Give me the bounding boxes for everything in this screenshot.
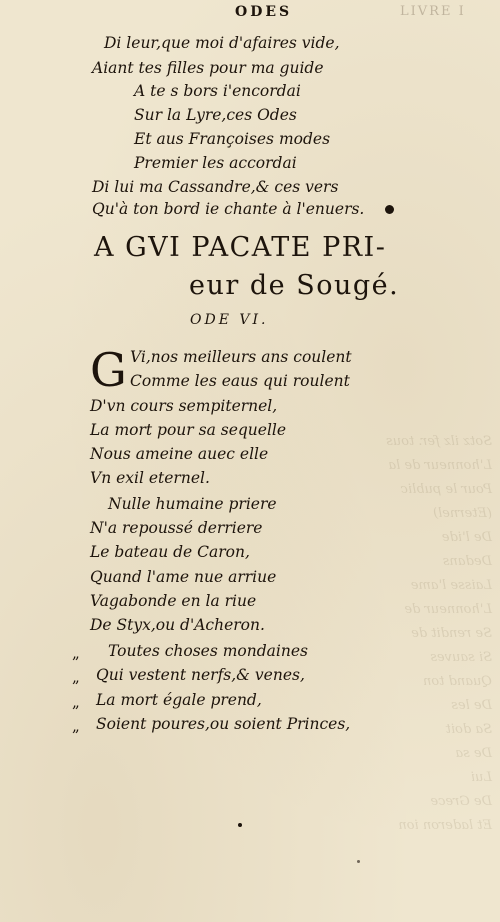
show-through-line: Laisse l'ame (410, 578, 492, 593)
verse-line: Di leur,que moi d'afaires vide, (104, 34, 340, 52)
show-through-line: L'honneur de (404, 602, 492, 617)
show-through-line: Dedans (442, 554, 492, 569)
verse-line: Nulle humaine priere (108, 495, 277, 513)
verse-line: Quand l'ame nue arriue (90, 568, 277, 586)
page-speck (357, 860, 360, 863)
verse-line: A te s bors i'encordai (134, 82, 301, 100)
verse-line: Nous ameine auec elle (90, 445, 269, 463)
show-through-line: Se rendit de (411, 626, 492, 641)
show-through-line: De Grece (430, 794, 492, 809)
show-through-line: Si sauves (430, 650, 492, 665)
ink-blot (385, 205, 394, 214)
show-through-line: De l'ide (441, 530, 492, 545)
quotation-mark: „ (72, 717, 80, 735)
show-through-line: De sa (455, 746, 492, 761)
show-through-line: De les (451, 698, 492, 713)
poem-heading-line1: A GVI PACATE PRI- (94, 232, 387, 263)
verse-line: La mort pour sa sequelle (90, 421, 287, 439)
drop-capital: G (90, 343, 127, 397)
verse-line: Soient poures,ou soient Princes, (96, 715, 351, 733)
running-title: ODES (235, 4, 293, 20)
poem-heading-line2: eur de Sougé. (189, 270, 400, 301)
show-through-line: Et laderon ion (398, 818, 492, 833)
verse-line: La mort égale prend, (96, 691, 262, 709)
verse-line: N'a repoussé derriere (90, 519, 263, 537)
verse-line: Qui vestent nerfs,& venes, (96, 666, 305, 684)
verse-line: Qu'à ton bord ie chante à l'enuers. (92, 200, 365, 218)
show-through-line: (Eternel) (433, 506, 492, 521)
verse-line: Toutes choses mondaines (108, 642, 308, 660)
page-dot (238, 823, 242, 827)
verse-line: Di lui ma Cassandre,& ces vers (92, 178, 339, 196)
verse-line: Aiant tes filles pour ma guide (92, 59, 324, 77)
verse-line: D'vn cours sempiternel, (90, 397, 278, 415)
show-through-line: Sotz ilz fer. tous (386, 434, 492, 449)
verse-line: Le bateau de Caron, (90, 543, 250, 561)
verse-line: Vn exil eternel. (90, 469, 210, 487)
verse-line: Sur la Lyre,ces Odes (134, 106, 297, 124)
show-through-line: Lui (470, 770, 492, 785)
show-through-line: L'honneur de la (388, 458, 492, 473)
show-through-line: Sa doit (445, 722, 492, 737)
verse-line: Comme les eaus qui roulent (130, 372, 350, 390)
show-through-line: Quand ton (422, 674, 492, 689)
quotation-mark: „ (72, 668, 80, 686)
quotation-mark: „ (72, 693, 80, 711)
verse-line: De Styx,ou d'Acheron. (90, 616, 265, 634)
quotation-mark: „ (72, 644, 80, 662)
verse-line: Premier les accordai (134, 154, 297, 172)
running-header (0, 2, 500, 22)
verse-line: Vi,nos meilleurs ans coulent (130, 348, 352, 366)
bleed-title: LIVRE I (400, 4, 466, 19)
ode-number: ODE VI. (190, 312, 269, 328)
verse-line: Et aus Françoises modes (134, 130, 331, 148)
verse-line: Vagabonde en la riue (90, 592, 257, 610)
show-through-line: Pour le public (400, 482, 492, 497)
